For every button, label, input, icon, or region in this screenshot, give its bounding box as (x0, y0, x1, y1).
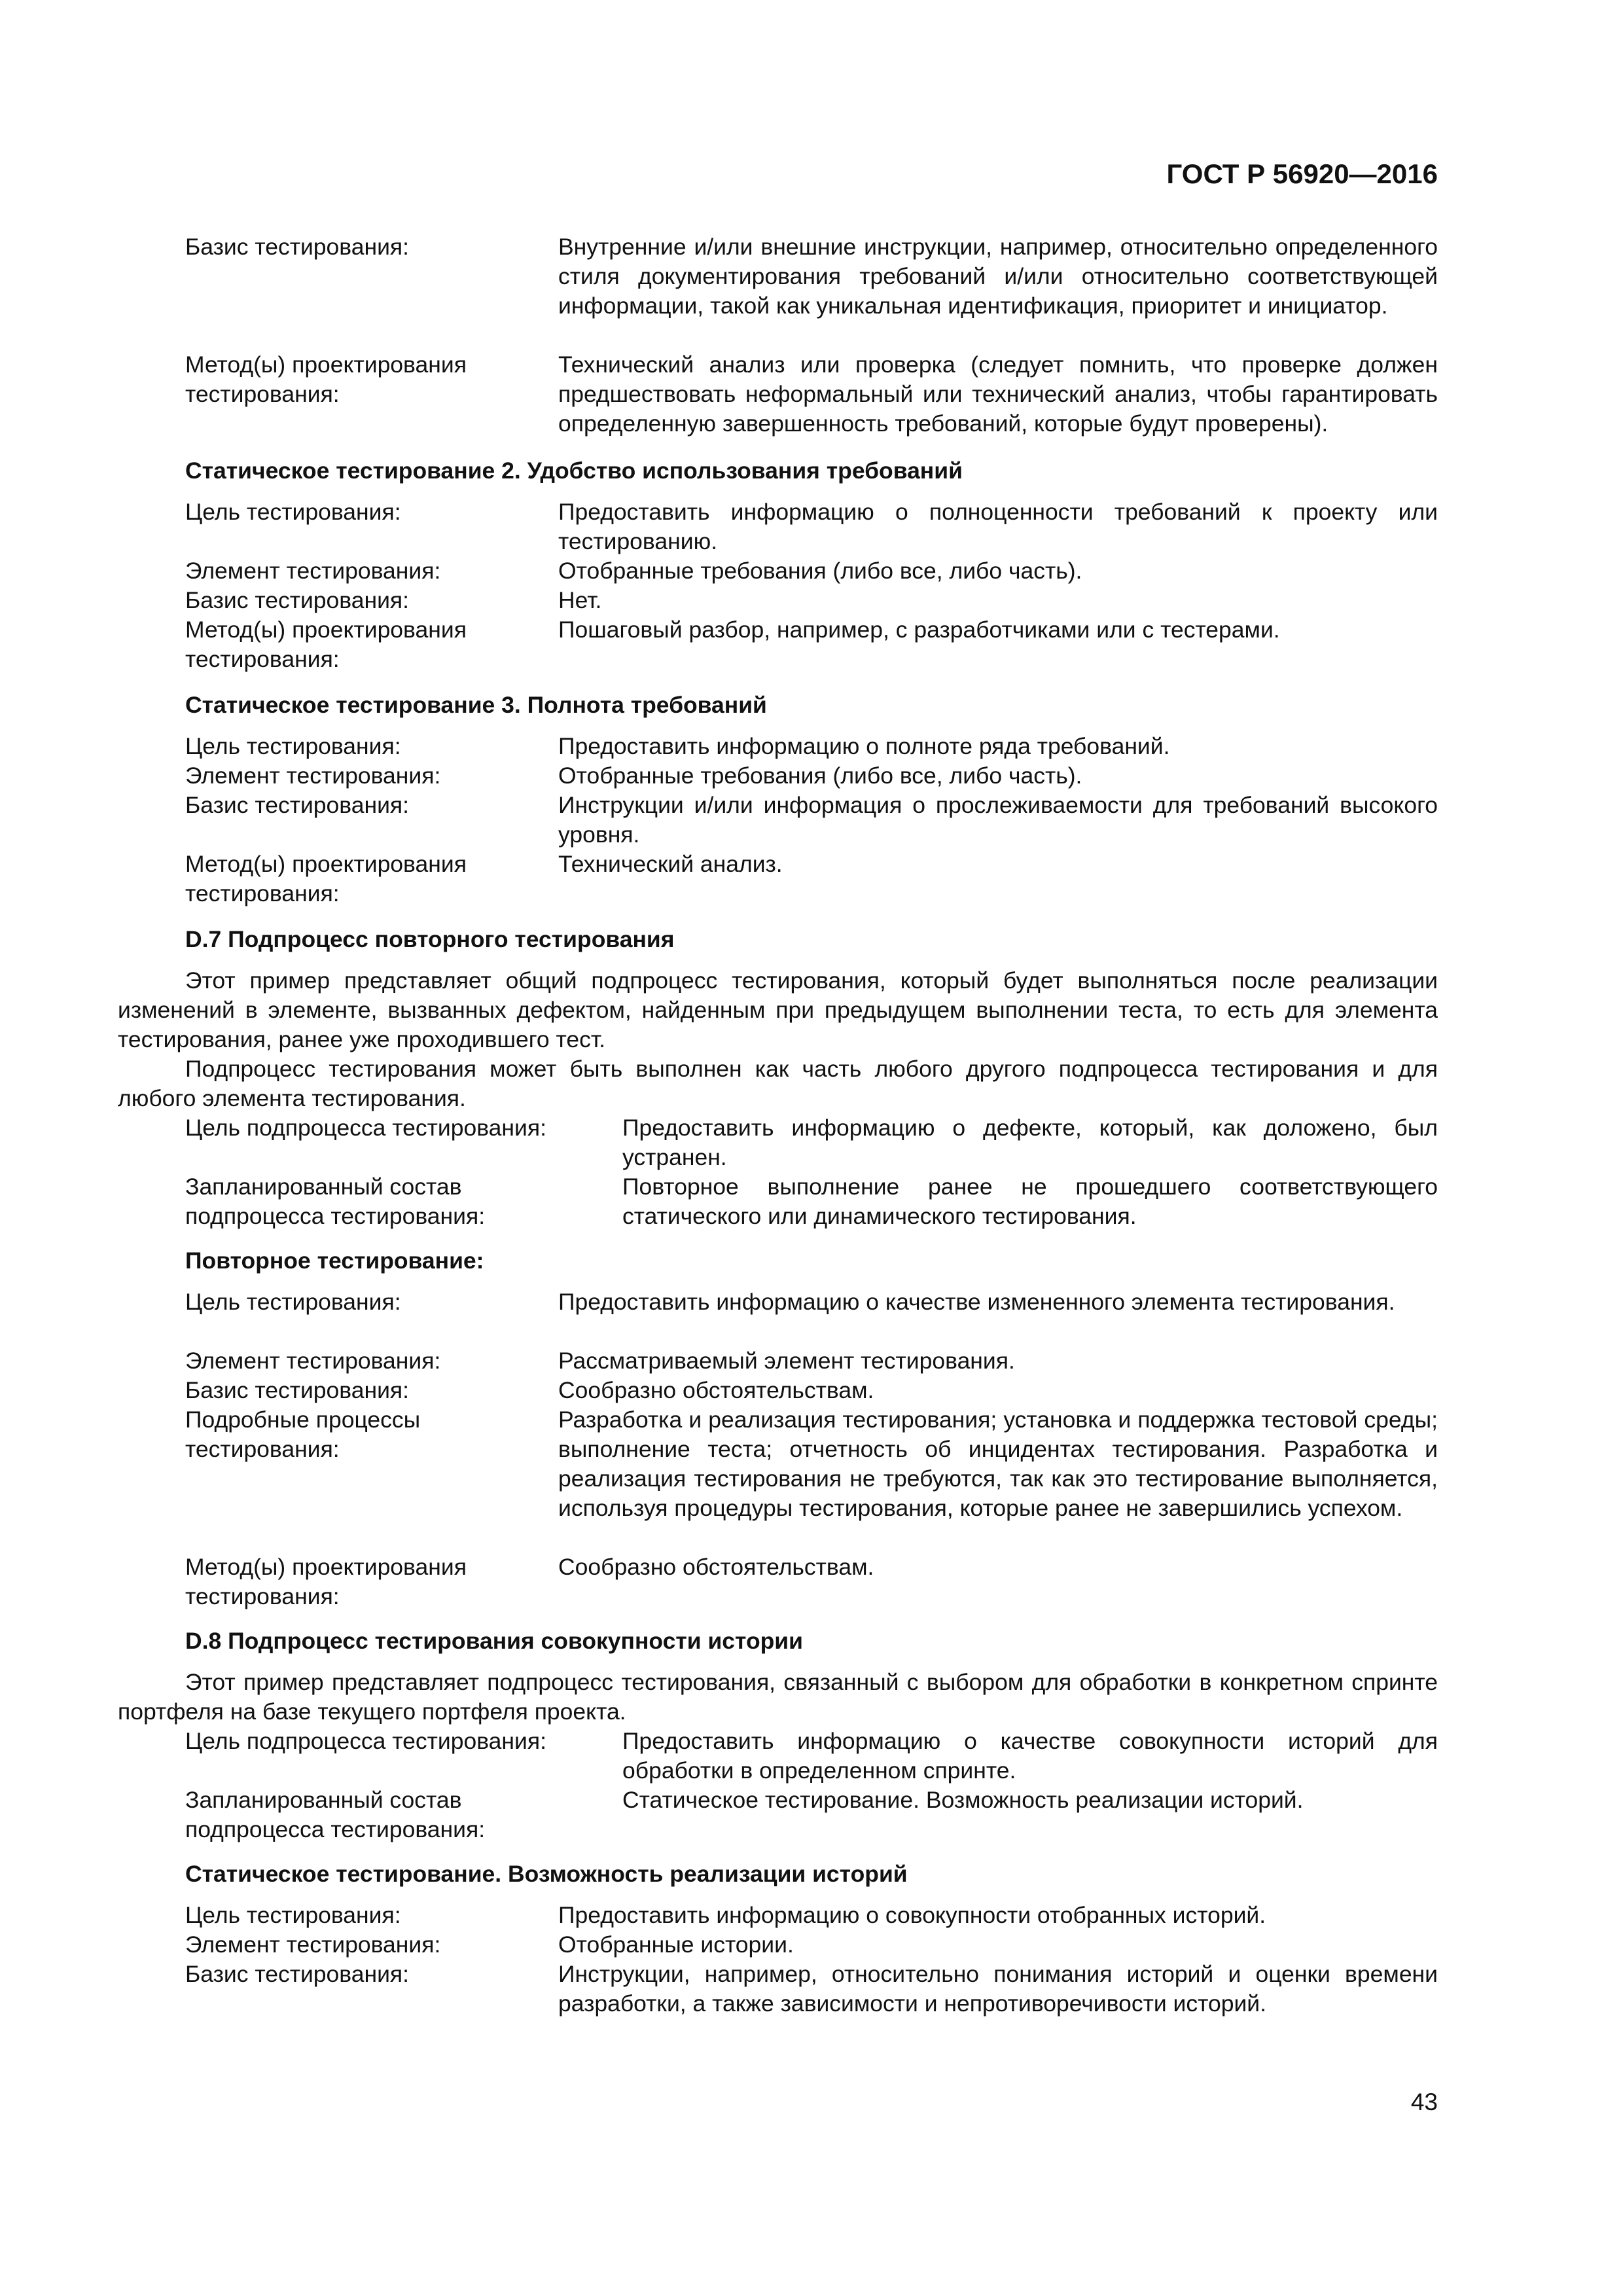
definition-row (185, 350, 1438, 439)
body-paragraph: Подпроцесс тестирования может быть выполнен как часть любого другого подпроцесса тестирования и для любого элемента тестирования. (118, 1056, 1438, 1111)
definition-row (185, 1960, 1438, 2018)
definition-text: Предоставить информацию о полноте ряда требований. (558, 733, 1170, 759)
definition-label: Базис тестирования: (185, 1377, 410, 1403)
definition-row (185, 1287, 1438, 1317)
definition-text: Отобранные требования (либо все, либо часть). (558, 762, 1082, 789)
definition-text: Технический анализ или проверка (следует помнить, что проверке должен предшествовать неформальный или технический анализ, чтобы гарантировать определенную завершенность требований, которые будут проверены). (558, 351, 1438, 437)
definition-row (185, 1405, 1438, 1523)
definition-label: Цель тестирования: (185, 1289, 401, 1315)
definition-row (185, 1346, 1438, 1376)
definition-label: Элемент тестирования: (185, 1931, 441, 1958)
definition-label: Метод(ы) проектирования тестирования: (185, 1554, 467, 1609)
definition-text: Статическое тестирование. Возможность реализации историй. (622, 1787, 1304, 1813)
definition-label: Цель тестирования: (185, 499, 401, 525)
definition-label: Метод(ы) проектирования тестирования: (185, 351, 467, 407)
definition-label: Базис тестирования: (185, 1961, 410, 1987)
definition-text: Рассматриваемый элемент тестирования. (558, 1348, 1015, 1374)
definition-label: Базис тестирования: (185, 234, 410, 260)
definition-text: Нет. (558, 587, 602, 613)
page-number: 43 (1410, 2089, 1438, 2115)
definition-label: Элемент тестирования: (185, 558, 441, 584)
definition-row (185, 615, 1438, 674)
definition-row (185, 1376, 1438, 1405)
definition-text: Отобранные истории. (558, 1931, 794, 1958)
section-heading: Повторное тестирование: (185, 1247, 484, 1274)
section-heading: Статическое тестирование 2. Удобство использования требований (185, 457, 963, 484)
definition-text: Предоставить информацию о качестве совокупности историй для обработки в определенном спринте. (622, 1728, 1438, 1784)
definition-row (185, 232, 1438, 321)
definition-label: Базис тестирования: (185, 792, 410, 818)
definition-label: Цель подпроцесса тестирования: (185, 1728, 546, 1754)
body-paragraph: Этот пример представляет общий подпроцесс тестирования, который будет выполняться после реализации изменений в элементе, вызванных дефектом, найденным при предыдущем выполнении теста, то есть для элемента тестирования, ранее уже проходившего тест. (118, 967, 1438, 1052)
definition-row (185, 1901, 1438, 1930)
definition-row (185, 1113, 1438, 1172)
section-heading: Статическое тестирование 3. Полнота требований (185, 692, 767, 718)
section-heading: Статическое тестирование. Возможность реализации историй (185, 1861, 908, 1887)
definition-text: Инструкции и/или информация о прослеживаемости для требований высокого уровня. (558, 792, 1438, 848)
definition-label: Цель подпроцесса тестирования: (185, 1115, 546, 1141)
definition-text: Разработка и реализация тестирования; установка и поддержка тестовой среды; выполнение теста; отчетность об инцидентах тестирования. Разработка и реализация тестирования не требуются, так как это тестирование выполняется, используя процедуры тестирования, которые ранее не завершились успехом. (558, 1407, 1438, 1521)
definition-text: Инструкции, например, относительно понимания историй и оценки времени разработки, а также зависимости и непротиворечивости историй. (558, 1961, 1438, 2017)
definition-row (185, 586, 1438, 615)
definition-row (185, 497, 1438, 556)
definition-text: Технический анализ. (558, 851, 783, 877)
section-heading: D.8 Подпроцесс тестирования совокупности истории (185, 1628, 803, 1654)
definition-text: Отобранные требования (либо все, либо часть). (558, 558, 1082, 584)
definition-text: Пошаговый разбор, например, с разработчиками или с тестерами. (558, 617, 1280, 643)
definition-row (185, 791, 1438, 850)
definition-text: Повторное выполнение ранее не прошедшего соответствующего статического или динамического тестирования. (622, 1174, 1438, 1229)
definition-text: Предоставить информацию о дефекте, который, как доложено, был устранен. (622, 1115, 1438, 1170)
definition-row (185, 1727, 1438, 1785)
definition-label: Метод(ы) проектирования тестирования: (185, 617, 467, 672)
definition-label: Запланированный состав подпроцесса тестирования: (185, 1174, 486, 1229)
definition-label: Метод(ы) проектирования тестирования: (185, 851, 467, 906)
definition-text: Предоставить информацию о качестве измененного элемента тестирования. (558, 1289, 1395, 1315)
body-paragraph: Этот пример представляет подпроцесс тестирования, связанный с выбором для обработки в конкретном спринте портфеля на базе текущего портфеля проекта. (118, 1669, 1438, 1725)
definition-text: Предоставить информацию о полноценности требований к проекту или тестированию. (558, 499, 1438, 554)
definition-label: Подробные процессы тестирования: (185, 1407, 421, 1462)
definition-row (185, 850, 1438, 908)
definition-row (185, 556, 1438, 586)
definition-row (185, 732, 1438, 761)
standard-designation: ГОСТ Р 56920—2016 (1166, 158, 1438, 189)
definition-label: Элемент тестирования: (185, 762, 441, 789)
definition-row (185, 1172, 1438, 1231)
definition-text: Сообразно обстоятельствам. (558, 1377, 874, 1403)
definition-text: Внутренние и/или внешние инструкции, например, относительно определенного стиля документирования требований и/или относительно соответствующей информации, такой как уникальная идентификация, приоритет и инициатор. (558, 234, 1438, 319)
definition-label: Запланированный состав подпроцесса тестирования: (185, 1787, 486, 1842)
definition-label: Базис тестирования: (185, 587, 410, 613)
definition-text: Предоставить информацию о совокупности отобранных историй. (558, 1902, 1266, 1928)
definition-row (185, 1552, 1438, 1611)
definition-row (185, 761, 1438, 791)
definition-row (185, 1930, 1438, 1960)
section-heading: D.7 Подпроцесс повторного тестирования (185, 926, 675, 952)
definition-row (185, 1785, 1438, 1844)
definition-text: Сообразно обстоятельствам. (558, 1554, 874, 1580)
definition-label: Цель тестирования: (185, 1902, 401, 1928)
definition-label: Цель тестирования: (185, 733, 401, 759)
definition-label: Элемент тестирования: (185, 1348, 441, 1374)
